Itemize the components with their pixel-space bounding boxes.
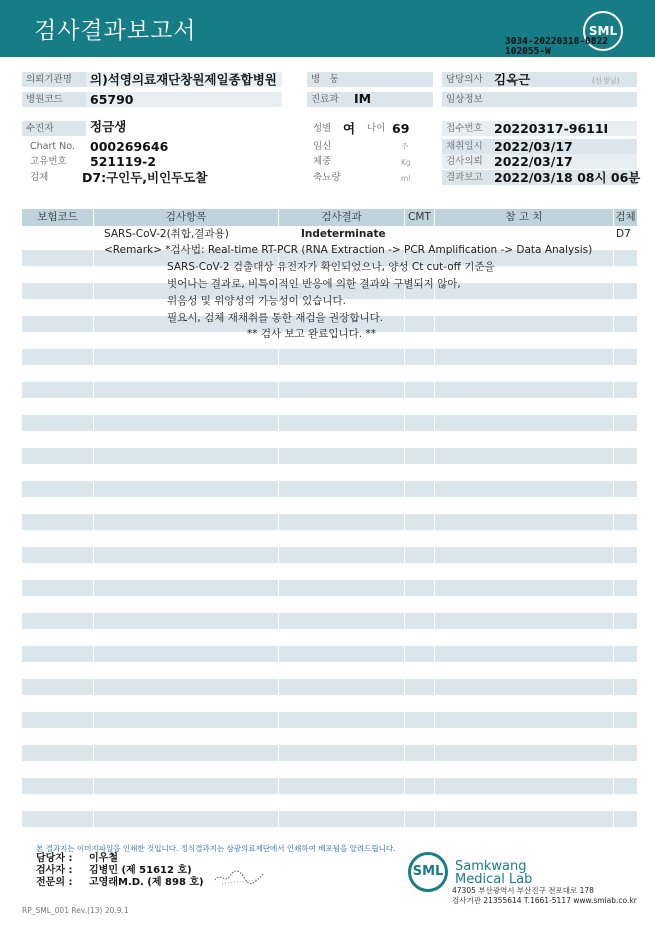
urine-label: 축뇨량 — [313, 172, 341, 183]
table-row — [22, 679, 637, 695]
lab-name — [455, 860, 532, 886]
table-row — [22, 745, 637, 761]
doctor-note: (선생님) — [592, 76, 620, 85]
patient-name: 정금생 — [90, 119, 127, 134]
doctor-value: 김옥근 — [494, 72, 531, 87]
specimen-value: D7:구인두,비인두도찰 — [82, 170, 208, 185]
test-result: Indeterminate — [301, 228, 386, 240]
form-code: RP_SML_001 Rev.(13) 20.9.1 — [22, 906, 129, 915]
col-result: 검사결과 — [279, 209, 404, 226]
completion-note: ** 검사 보고 완료입니다. ** — [247, 328, 376, 340]
table-row — [22, 712, 637, 728]
col-reference: 참 고 치 — [435, 209, 613, 226]
receipt-label: 접수번호 — [446, 123, 483, 134]
table-row — [22, 349, 637, 365]
report-label: 결과보고 — [446, 172, 483, 183]
request-label: 검사의뢰 — [446, 156, 483, 167]
unique-no-value: 521119-2 — [90, 154, 157, 169]
person-value: 이우철 — [89, 853, 118, 864]
sex-label: 성별 — [313, 123, 332, 134]
institution-value: 의)석영의료재단창원제일종합병원 — [90, 72, 277, 87]
table-row — [22, 415, 637, 431]
weight-label: 체중 — [313, 156, 332, 167]
lab-name-line1: Samkwang — [455, 859, 527, 874]
request-value: 2022/03/17 — [494, 154, 573, 169]
urine-unit: ml — [401, 174, 411, 183]
remark-method: <Remark> *검사법: Real-time RT-PCR (RNA Extraction -> PCR Amplification -> Data Analysis) — [104, 244, 593, 256]
sml-logo-icon: SML — [583, 11, 623, 51]
age-label: 나이 — [367, 123, 386, 134]
column-divider — [93, 209, 94, 836]
lab-contact: 검사기관 21355614 T.1661-5117 www.smlab.co.kr — [452, 896, 637, 905]
table-row — [22, 514, 637, 530]
chart-no-value: 000269646 — [90, 139, 169, 154]
test-specimen: D7 — [616, 228, 631, 240]
remark-note: SARS-CoV-2 검출대상 유전자가 확인되었으나, 양성 Ct cut-off 기준을 — [167, 261, 495, 273]
report-title: 검사결과보고서 — [34, 18, 197, 44]
chart-no-label: Chart No. — [30, 141, 75, 152]
lab-name-line2: Medical Lab — [455, 872, 533, 887]
table-row — [22, 547, 637, 563]
specialist-label: 전문의 : — [36, 877, 73, 888]
document-number-line2: 102055-W — [505, 46, 551, 57]
pregnancy-unit: 주 — [401, 142, 409, 151]
column-divider — [613, 209, 614, 836]
remark-note: 위음성 및 위양성의 가능성이 있습니다. — [167, 295, 346, 307]
table-row — [22, 448, 637, 464]
table-row — [22, 481, 637, 497]
hospital-code-value: 65790 — [90, 92, 134, 107]
report-value: 2022/03/18 08시 06분 — [494, 170, 641, 185]
clinical-info-label: 임상정보 — [442, 92, 637, 107]
unique-no-label: 고유번호 — [30, 156, 67, 167]
signature-icon — [212, 866, 268, 888]
dept-label: 진료과 — [307, 92, 433, 107]
table-row — [22, 613, 637, 629]
col-cmt: CMT — [405, 209, 434, 226]
sex-value: 여 — [343, 121, 356, 136]
pregnancy-label: 임신 — [313, 141, 332, 152]
specimen-label: 검체 — [30, 172, 49, 183]
column-divider — [404, 209, 405, 836]
lab-address: 47305 부산광역시 부산진구 전포대로 178 — [452, 886, 594, 895]
examiner-value: 김병민 (제 51612 호) — [89, 865, 192, 876]
examiner-label: 검사자 : — [36, 865, 73, 876]
dept-value: IM — [354, 91, 372, 106]
table-row — [22, 382, 637, 398]
ward-label: 병 동 — [307, 72, 433, 87]
column-divider — [434, 209, 435, 836]
document-number-line1: 3034-20220318-0822 — [505, 36, 608, 47]
document-number — [505, 37, 608, 57]
table-row — [22, 778, 637, 794]
collect-value: 2022/03/17 — [494, 139, 573, 154]
hospital-code-label: 병원코드 — [22, 92, 86, 107]
collect-label: 채취일시 — [446, 141, 483, 152]
col-test-item: 검사항목 — [94, 209, 278, 226]
remark-note: 필요시, 검체 재채취를 통한 재검을 권장합니다. — [167, 312, 384, 324]
test-name: SARS-CoV-2(취합,결과용) — [104, 228, 229, 240]
table-row — [22, 580, 637, 596]
doctor-label: 담당의사 — [442, 72, 637, 87]
table-row — [22, 811, 637, 827]
age-value: 69 — [392, 121, 410, 136]
receipt-value: 20220317-9611I — [494, 121, 609, 136]
table-row — [22, 646, 637, 662]
person-label: 담당자 : — [36, 853, 73, 864]
institution-label: 의뢰기관명 — [22, 72, 86, 87]
specialist-value: 고영래M.D. (제 898 호) — [89, 877, 204, 888]
weight-unit: Kg — [401, 158, 411, 167]
patient-label: 수진자 — [22, 121, 86, 136]
lab-logo-icon: SML — [408, 852, 448, 892]
col-insurance-code: 보험코드 — [22, 209, 93, 226]
footer-notice: 본 결과지는 이미지파일을 인쇄한 것입니다. 정식결과지는 삼광의료재단에서 인쇄하여 배포됨을 알려드립니다. — [36, 844, 396, 853]
col-specimen: 검체 — [614, 209, 637, 226]
remark-note: 벗어나는 결과로, 비특이적인 반응에 의한 결과와 구별되지 않아, — [167, 278, 461, 290]
